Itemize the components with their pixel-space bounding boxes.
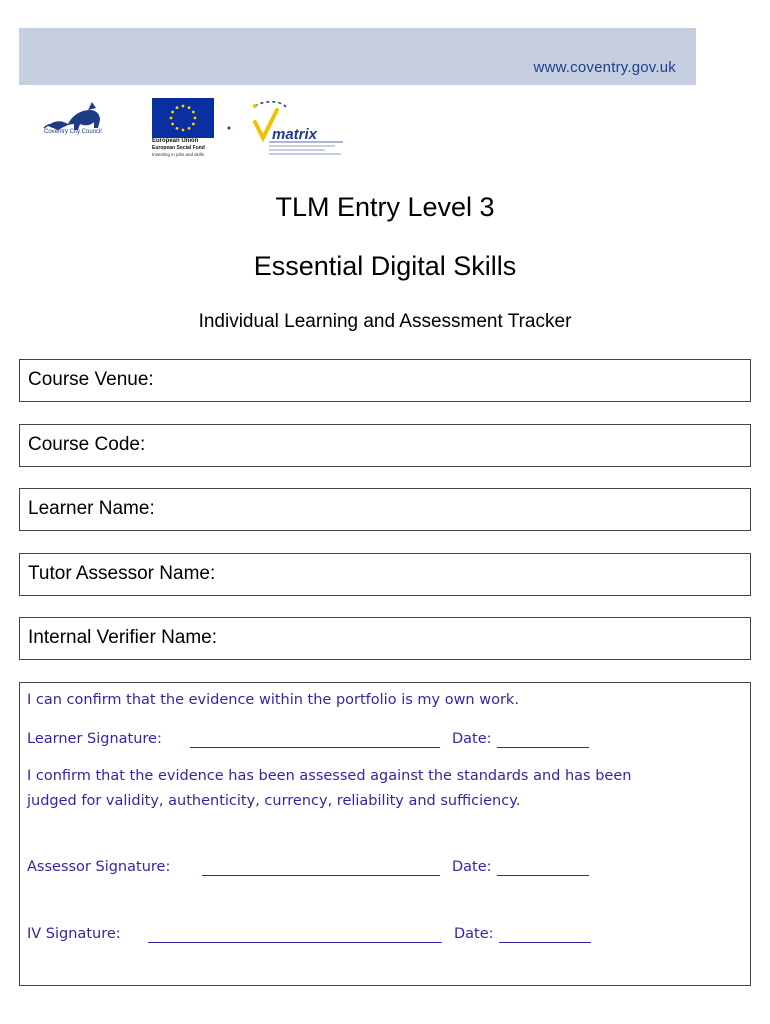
coventry-logo-label: Coventry City Council — [44, 129, 102, 135]
tutor-assessor-name-field[interactable] — [19, 553, 751, 596]
course-venue-field[interactable] — [19, 359, 751, 402]
learner-name-label: Learner Name: — [28, 498, 155, 519]
assessor-date-line[interactable] — [497, 875, 589, 876]
learner-date-label: Date: — [452, 731, 492, 747]
assessor-date-label: Date: — [452, 859, 492, 875]
document-title: TLM Entry Level 3 — [275, 192, 495, 222]
assessor-signature-line[interactable] — [202, 875, 440, 876]
course-venue-label: Course Venue: — [28, 369, 154, 390]
eu-logo-subtitle: European Social Fund — [152, 145, 205, 151]
assessor-statement-line2: judged for validity, authenticity, currency, reliability and sufficiency. — [27, 793, 521, 809]
course-code-field[interactable] — [19, 424, 751, 467]
matrix-logo-word: matrix — [272, 126, 318, 143]
learner-date-line[interactable] — [497, 747, 589, 748]
learner-name-field[interactable] — [19, 488, 751, 531]
iv-signature-line[interactable] — [148, 942, 442, 943]
eu-flag-logo-icon — [152, 98, 214, 138]
learner-signature-label: Learner Signature: — [27, 731, 162, 747]
iv-date-label: Date: — [454, 926, 494, 942]
iv-date-line[interactable] — [499, 942, 591, 943]
document-subtitle: Individual Learning and Assessment Tracker — [198, 311, 572, 332]
confirmation-section — [19, 682, 751, 986]
website-url[interactable]: www.coventry.gov.uk — [533, 59, 676, 76]
assessor-statement-line1: I confirm that the evidence has been assessed against the standards and has been — [27, 768, 632, 784]
internal-verifier-name-field[interactable] — [19, 617, 751, 660]
course-code-label: Course Code: — [28, 434, 146, 455]
header-banner — [19, 28, 696, 85]
learner-statement: I can confirm that the evidence within the portfolio is my own work. — [27, 692, 519, 708]
eu-logo-title: European Union — [152, 138, 199, 144]
document-title-secondary: Essential Digital Skills — [253, 251, 517, 281]
internal-verifier-name-label: Internal Verifier Name: — [28, 627, 218, 648]
tutor-assessor-name-label: Tutor Assessor Name: — [28, 563, 216, 584]
iv-signature-label: IV Signature: — [27, 926, 121, 942]
learner-signature-line[interactable] — [190, 747, 440, 748]
assessor-signature-label: Assessor Signature: — [27, 859, 171, 875]
eu-logo-tagline: Investing in jobs and skills — [152, 152, 205, 157]
